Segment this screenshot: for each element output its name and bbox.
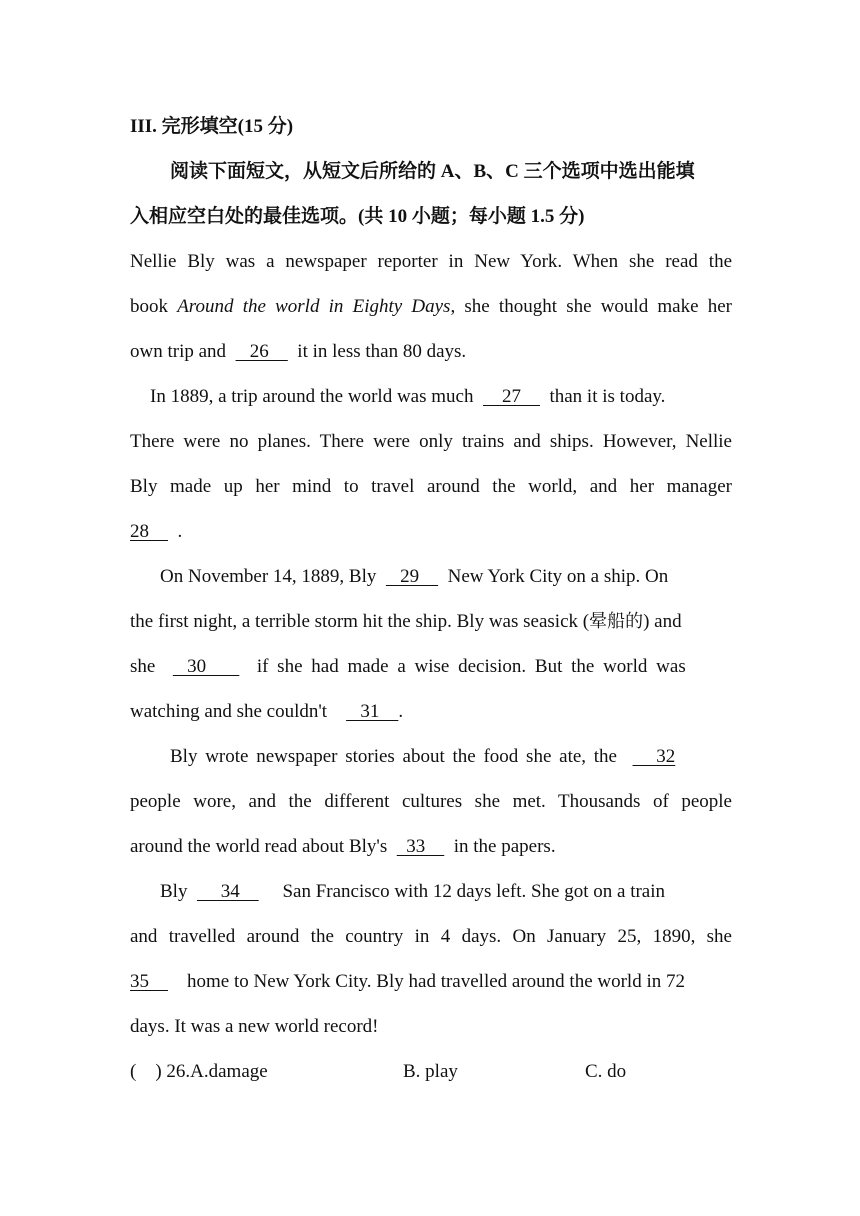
blank-33: 33 xyxy=(396,836,445,857)
p3-line-3 xyxy=(130,654,732,680)
p5-text-2: and travelled around the country in 4 days. On January 25, 1890, she xyxy=(130,926,732,947)
p5-line-4 xyxy=(130,1014,732,1040)
p4-text-1a: Bly wrote newspaper stories about the food she ate, the xyxy=(170,746,633,767)
p5-line-3 xyxy=(130,969,732,995)
p4-line-3 xyxy=(130,834,732,860)
p1-line-1 xyxy=(130,249,732,275)
book-title: Around the world in Eighty Days xyxy=(177,296,451,317)
blank-29: 29 xyxy=(385,566,439,587)
p3-text-1a: On November 14, 1889, Bly xyxy=(160,566,386,587)
blank-28: 28 xyxy=(130,521,168,542)
instructions-line-1 xyxy=(130,159,732,185)
instructions-line-2 xyxy=(130,204,732,230)
p4-text-3b: in the papers. xyxy=(444,836,556,857)
p5-text-1a: Bly xyxy=(160,881,197,902)
p3-text-3b: if she had made a wise decision. But the world was xyxy=(239,656,686,677)
p2-line-1 xyxy=(150,384,732,410)
p1-text-2b: , she thought she would make her xyxy=(450,296,733,317)
p2-line-3 xyxy=(130,474,732,500)
p2-text-3: Bly made up her mind to travel around the world, and her manager xyxy=(130,476,732,497)
p2-line-2 xyxy=(130,429,732,455)
instructions-text-2: 入相应空白处的最佳选项。(共 10 小题；每小题 1.5 分) xyxy=(130,206,585,227)
p1-line-2 xyxy=(130,294,732,320)
p2-text-2: There were no planes. There were only trains and ships. However, Nellie xyxy=(130,431,732,452)
p3-text-4b: . xyxy=(398,701,404,722)
p4-text-3a: around the world read about Bly's xyxy=(130,836,397,857)
p5-line-2 xyxy=(130,924,732,950)
p3-line-2 xyxy=(130,609,732,635)
p4-line-1 xyxy=(170,744,732,770)
p1-line-3 xyxy=(130,339,732,365)
p5-line-1 xyxy=(160,879,732,905)
blank-30: 30 xyxy=(172,656,240,677)
blank-27: 27 xyxy=(482,386,540,407)
blank-34: 34 xyxy=(196,881,259,902)
p3-line-4 xyxy=(130,699,732,725)
p1-text-3b: it in less than 80 days. xyxy=(287,341,467,362)
question-26 xyxy=(130,1059,732,1085)
p2-line-4 xyxy=(130,519,732,545)
p3-line-1 xyxy=(160,564,732,590)
p3-text-1b: New York City on a ship. On xyxy=(438,566,669,587)
p3-text-2a: the first night, a terrible storm hit the ship. Bly was seasick ( xyxy=(130,611,590,632)
p5-text-3b: home to New York City. Bly had travelled around the world in 72 xyxy=(168,971,685,992)
question-26-option-b: B. play xyxy=(403,1061,458,1082)
p3-text-4a: watching and she couldn't xyxy=(130,701,347,722)
question-26-option-a: ( ) 26.A.damage xyxy=(130,1061,268,1082)
p5-text-4: days. It was a new world record! xyxy=(130,1016,379,1037)
blank-31: 31 xyxy=(346,701,399,722)
blank-32: 32 xyxy=(632,746,676,767)
p2-text-4b: . xyxy=(168,521,183,542)
p5-text-1b: San Francisco with 12 days left. She got on a train xyxy=(258,881,666,902)
p1-text-2a: book xyxy=(130,296,178,317)
section-heading xyxy=(130,114,732,140)
question-26-option-c: C. do xyxy=(585,1061,627,1082)
p3-text-3a: she xyxy=(130,656,173,677)
p2-text-1a: In 1889, a trip around the world was much xyxy=(150,386,483,407)
p4-line-2 xyxy=(130,789,732,815)
blank-35: 35 xyxy=(130,971,168,992)
p1-text-1: Nellie Bly was a newspaper reporter in New York. When she read the xyxy=(130,251,732,272)
blank-26: 26 xyxy=(235,341,288,362)
p1-text-3a: own trip and xyxy=(130,341,236,362)
instructions-text-1: 阅读下面短文，从短文后所给的 A、B、C 三个选项中选出能填 xyxy=(170,161,695,182)
p4-text-2: people wore, and the different cultures she met. Thousands of people xyxy=(130,791,732,812)
p2-text-1b: than it is today. xyxy=(539,386,666,407)
seasick-gloss: 晕船的 xyxy=(589,611,644,632)
p3-text-2b: ) and xyxy=(643,611,682,632)
section-heading-text: III. 完形填空(15 分) xyxy=(130,116,294,137)
